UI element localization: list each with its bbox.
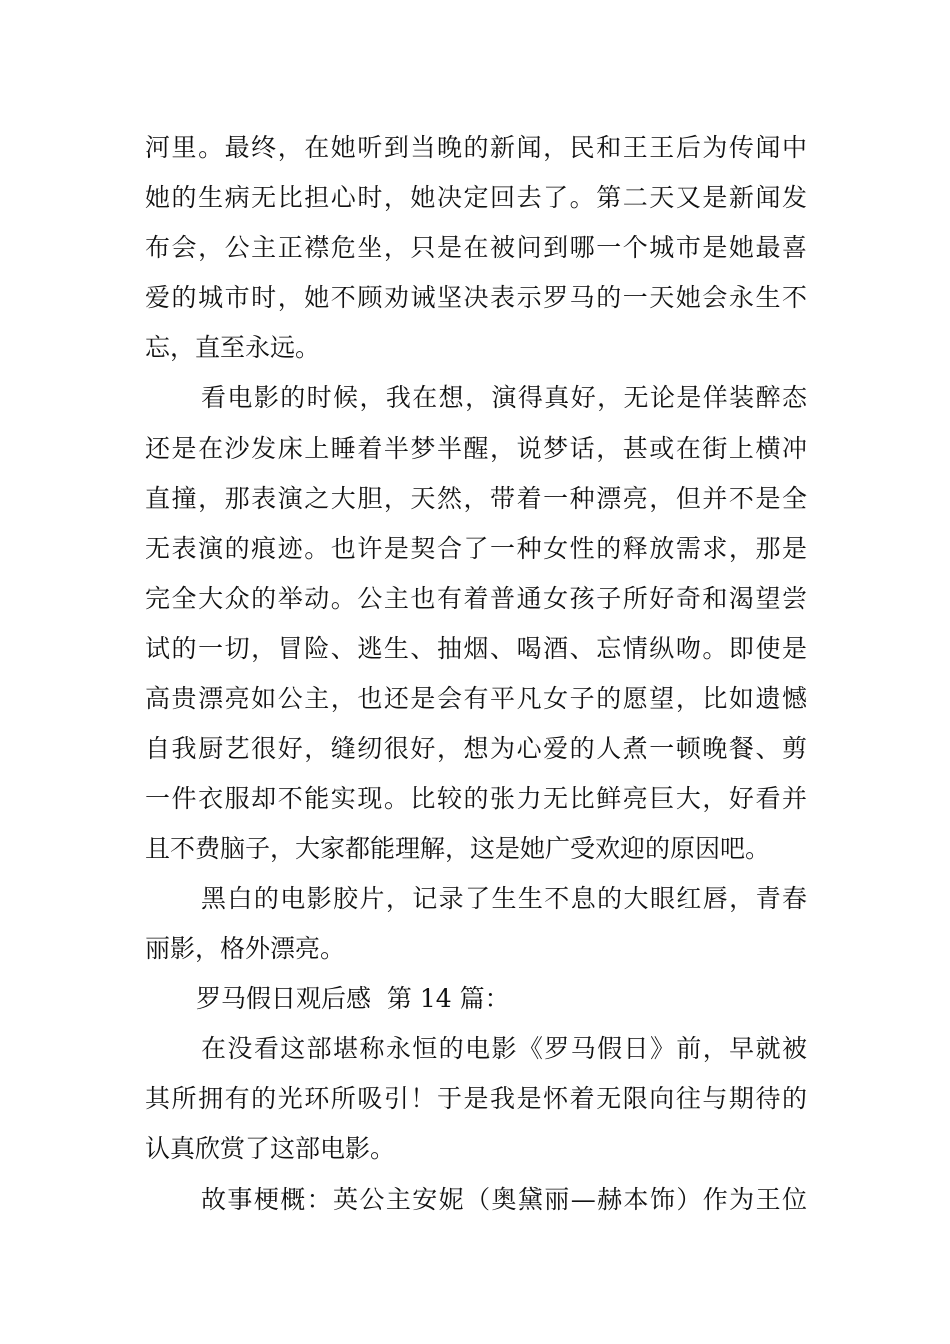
paragraph-first-line: 故事梗概：英公主安妮（奥黛丽—赫本饰）作为王位 — [201, 1185, 807, 1214]
text-line: 丽影，格外漂亮。 — [145, 934, 346, 963]
text-line: 布会，公主正襟危坐，只是在被问到哪一个城市是她最喜 — [145, 233, 807, 262]
text-line: 她的生病无比担心时，她决定回去了。第二天又是新闻发 — [145, 183, 807, 212]
text-line: 无表演的痕迹。也许是契合了一种女性的释放需求，那是 — [145, 534, 807, 563]
text-line: 河里。最终，在她听到当晚的新闻，民和王王后为传闻中 — [145, 133, 807, 162]
text-line: 忘，直至永远。 — [145, 333, 321, 362]
text-line: 直撞，那表演之大胆，天然，带着一种漂亮，但并不是全 — [145, 484, 807, 513]
text-line: 认真欣赏了这部电影。 — [145, 1134, 396, 1163]
text-line: 且不费脑子，大家都能理解，这是她广受欢迎的原因吧。 — [145, 834, 771, 863]
text-line: 爱的城市时，她不顾劝诫坚决表示罗马的一天她会永生不 — [145, 283, 807, 312]
text-line: 高贵漂亮如公主，也还是会有平凡女子的愿望，比如遗憾 — [145, 684, 807, 713]
paragraph-first-line: 在没看这部堪称永恒的电影《罗马假日》前，早就被 — [201, 1034, 807, 1063]
text-line: 其所拥有的光环所吸引！于是我是怀着无限向往与期待的 — [145, 1084, 807, 1113]
text-line: 自我厨艺很好，缝纫很好，想为心爱的人煮一顿晚餐、剪 — [145, 734, 807, 763]
text-line: 还是在沙发床上睡着半梦半醒，说梦话，甚或在街上横冲 — [145, 434, 807, 463]
text-line: 试的一切，冒险、逃生、抽烟、喝酒、忘情纵吻。即使是 — [145, 634, 807, 663]
section-heading: 罗马假日观后感 第 14 篇： — [196, 984, 510, 1013]
paragraph-first-line: 黑白的电影胶片，记录了生生不息的大眼红唇，青春 — [201, 884, 807, 913]
paragraph-first-line: 看电影的时候，我在想，演得真好，无论是佯装醉态 — [201, 383, 807, 412]
text-line: 完全大众的举动。公主也有着普通女孩子所好奇和渴望尝 — [145, 584, 807, 613]
text-line: 一件衣服却不能实现。比较的张力无比鲜亮巨大，好看并 — [145, 784, 807, 813]
